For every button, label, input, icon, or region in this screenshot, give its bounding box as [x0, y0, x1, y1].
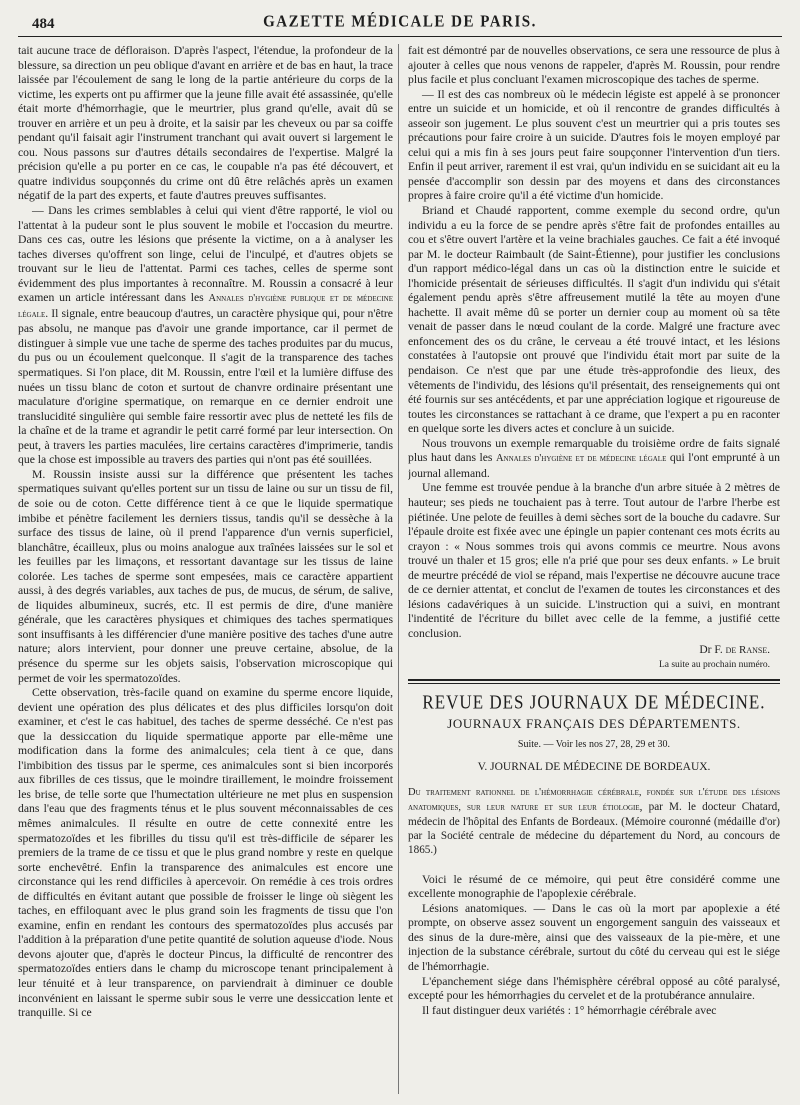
paragraph: M. Roussin insiste aussi sur la différence que présentent les taches spermatiques suivant qu'elles portent sur un tissu de laine ou sur un tissu de fil, de soie ou de coton. Cette différence tient à ce que le liquide spermatique imbibe et pénètre facilement les derniers tissus, tandis qu'il se dessèche à la surface des tissus de laine, où il prend l'apparence d'un vernis superficiel, blanchâtre, écailleux, plus ou moins analogue aux traînées laissées sur le sol et les feuilles par les limaçons, et ressortant davantage sur les tissus de laine colorée. Les taches de sperme sont empesées, mais ce caractère appartient aussi, à des degrés variables, aux taches de pus, de mucus, de sérum, de salive, de liquides albumineux, sucrés, etc. Il est permis de dire, d'une manière générale, que les caractères physiques et chimiques des taches spermatiques sont insuffisants à les différencier d'une manière positive des taches d'une autre nature; alors intervient, pour donner une preuve certaine, absolue, de la présence du sperme sur les objets saisis, l'observation microscopique qui permet de voir les spermatozoïdes.	[18, 467, 393, 685]
article-title-smallcaps: Du traitement rationnel de l'hémorrhagie cérébrale, fondée sur l'étude des lésions anatomiques, sur leur nature et sur leur étiologie	[408, 786, 780, 813]
paragraph: Lésions anatomiques. — Dans le cas où la mort par apoplexie a été prompte, on observe assez souvent un engorgement sanguin des vaisseaux et des sinus de la dure-mère, ainsi que des vaisseaux de la pie-mère, et une injection de la substance cérébrale, surtout du côté du cerveau qui est le siége de l'hémorrhagie.	[408, 901, 780, 973]
section-separator	[408, 679, 780, 684]
page-header	[18, 14, 782, 37]
paragraph: L'épanchement siége dans l'hémisphère cérébral opposé au côté paralysé, excepté pour les hémorrhagies du cervelet et de la protubérance annulaire.	[408, 974, 780, 1003]
left-column	[18, 44, 393, 1094]
right-column	[408, 44, 780, 1094]
paragraph-text: qui l'ont emprunté à un journal allemand.	[408, 451, 780, 480]
article-title-rest: , par M. le docteur Chatard, médecin de l'hôpital des Enfants de Bordeaux. (Mémoire couronné (médaille d'or) par la Société centrale de médecine du département du Nord, au concours de 1865.)	[408, 800, 780, 856]
page-number: 484	[32, 16, 55, 32]
continued-note: La suite au prochain numéro.	[658, 659, 770, 670]
journal-section-heading: V. JOURNAL DE MÉDECINE DE BORDEAUX.	[477, 761, 711, 774]
paragraph: Une femme est trouvée pendue à la branche d'un arbre située à 2 mètres de hauteur; ses pieds ne touchaient pas à terre. Tout autour de l'arbre l'herbe est piétinée. Une pelote de feuilles à demi sèches sort de la bouche du cadavre. Sur l'épaule droite est fixée avec une épingle un papier contenant ces mots écrits au crayon : « Nous sommes trois qui avons commis ce meurtre. Nous avons trouvé un thaler et 15 gros; elle n'a prié que pour ses deux enfants. » Le bruit de meurtre précédé de viol se répand, mais l'expertise ne découvre aucune trace de ce dernier attentat, et conclut de l'examen de toutes les circonstances et des lésions cadavériques à un suicide. L'instruction qui a suivi, en montrant l'indentité de l'écriture du billet avec celle de la femme, a justifié cette conclusion.	[408, 481, 780, 640]
paragraph: tait aucune trace de défloraison. D'après l'aspect, l'étendue, la profondeur de la blessure, sa direction un peu oblique d'avant en arrière et de bas en haut, la trace laissée par l'écoulement de sang le long de la partie antérieure du corps de la victime, les experts ont pu affirmer que la jeune fille avait été assassinée, qu'elle était morte d'hémorrhagie, que le meurtrier, plus grand qu'elle, avait dû se trouver en arrière et un peu à droite, et la saisir par les cheveux ou par sa coiffe pendant qu'il faisait agir l'instrument tranchant qui avait ouvert si largement le cou. Nous passons sur d'autres détails secondaires de l'expertise. Malgré la précision qu'elle a pu porter en ce cas, le coupable n'a pas été découvert, et quatre individus soupçonnés du crime ont dû être relâchés après un examen négatif de la part des experts, et faute d'autres preuves suffisantes.	[18, 44, 393, 203]
paragraph-text: — Dans les crimes semblables à celui qui vient d'être rapporté, le viol ou l'attentat à la pudeur sont le plus souvent le mobile et l'occasion du meurtre. Dans ces cas, outre les lésions que présente la victime, on a à analyser les taches diverses qu'offrent son linge, celui de l'inculpé, et d'autres objets se trouvant sur le lieu de l'attentat. Parmi ces taches, celles de sperme sont évidemment des plus importantes à reconnaître. M. Roussin a consacré à leur examen un article intéressant dans les	[18, 204, 393, 305]
column-divider	[398, 44, 399, 1094]
paragraph: — Il est des cas nombreux où le médecin légiste est appelé à se prononcer entre un suicide et un homicide, et où il rencontre de grandes difficultés à asseoir son jugement. Le plus souvent c'est un meurtrier qui a pris toutes ses précautions pour faire croire à un suicide. D'autres fois le moyen employé par celui qui a mis fin à ses jours peut faire soupçonner l'intervention d'un tiers. Enfin il peut arriver, rarement il est vrai, qu'un individu en se suicidant ait eu la pensée d'accomplir son dessin par des moyens et dans des circonstances propres à faire croire qu'il a été victime d'un homicide.	[408, 87, 780, 203]
paragraph-text: Nous trouvons un exemple remarquable du troisième ordre de faits signalé plus haut dans les	[408, 436, 780, 465]
paragraph: Cette observation, très-facile quand on examine du sperme encore liquide, devient une opération des plus délicates et des plus difficiles lorsqu'on doit examiner, et c'est le cas habituel, des taches de sperme desséché. Ce n'est pas que la dessiccation du liquide spermatique apporte par elle-même une modification dans la forme des animalcules; cela tient à ce que, dans l'imbibition des tissus par le sperme, ces animalcules sont si bien incorporés aux fibrilles de ces tissus, que le moindre tiraillement, le moindre froissement les brise, de telle sorte que l'humectation ultérieure ne met plus en suspension dans l'eau que des fragments ténus et le plus souvent méconnaissables de ces mêmes animalcules. Il résulte en outre de cette connexité entre les spermatozoïdes et les fibrilles du tissu qu'il est très-difficile de séparer les premiers de la trame de ce tissu et que le plus grand nombre y reste en quelque sorte enchevêtré. Enfin la transparence des animalcules est encore une circonstance qui les rend difficiles à apercevoir. On remédie à ces trois ordres de difficultés en évitant autant que possible de froisser le linge où siègent les taches, en effiloquant avec le plus grand soin les fragments de tissu que l'on examine, enfin en rendant les contours des spermatozoïdes plus accusés par l'addition à la préparation d'une petite quantité de solution aqueuse d'iode. Nous devons ajouter que, d'après le docteur Pincus, la difficulté de rencontrer des spermatozoïdes entiers dans le champ du microscope tenant principalement à leur ténuité et à leur transparence, on parviendrait à diminuer ce double inconvénient en laissant le sperme subir sous le verre une dessiccation lente et tranquille. Si ce	[18, 686, 393, 1020]
journal-title: GAZETTE MÉDICALE DE PARIS.	[263, 13, 537, 31]
article-title	[408, 785, 780, 857]
author-signature	[408, 643, 780, 658]
signature-prefix: Dr F.	[699, 644, 723, 657]
paragraph: Briand et Chaudé rapportent, comme exemple du second ordre, qu'un individu a eu la force de se pendre après s'être fait de profondes entailles au cou et s'être ouvert l'artère et la veine brachiales gauches. Ce fait a été invoqué par M. le docteur Raimbault (de Saint-Étienne), pour justifier les conclusions d'un rapport médico-légal dans un cas où la distinction entre le suicide et l'homicide présentait de sérieuses difficultés. Il s'agit d'un individu qui s'était également pendu après s'être affreusement mutilé la tête au moyen d'une hachette. Il avait même dû se porter un dernier coup au moment où sa tête venait de passer dans le nœud coulant de la corde. Malgré une fracture avec enfoncement des os du crâne, le cerveau a été trouvé intact, et les lésions constatées à l'autopsie ont prouvé que l'individu était mort par suite de la pendaison. Ce n'est que par une étude très-approfondie des lieux, des vêtements de l'individu, des lésions qu'il présentait, des renseignements qui ont été fournis sur ses antécédents, et par une appréciation logique et rigoureuse de toutes les circonstances se rattachant à ce drame, que l'expert a pu en raconter en quelque sorte les divers actes et conclure à un suicide.	[408, 204, 780, 436]
section-title: REVUE DES JOURNAUX DE MÉDECINE.	[422, 690, 766, 713]
journal-reference: Annales d'hygiène publique et de médecine légale	[18, 293, 393, 320]
paragraph-text: . Il signale, entre beaucoup d'autres, un caractère physique qui, pour n'être pas absolu, ne manque pas d'avoir une grande importance, car il permet de distinguer à simple vue une tache de sperme des taches produites par du mucus, du pus ou un écoulement quelconque. Il s'agit de la transparence des taches spermatiques. Si l'on place, dit M. Roussin, entre l'œil et la lumière diffuse des nuées un tissu blanc de coton et surtout de chanvre ordinaire présentant une maculature d'origine spermatique, on remarque en ce dernier endroit une translucidité singulière qui semble faire ressortir avec plus de netteté les fils de la chaîne et de la trame et agrandir le petit carré formé par leur intersection. On peut, à travers les parties maculées, lire certains caractères d'imprimerie, tandis que la chose est impossible au travers des parties qui n'ont pas été souillées.	[18, 306, 393, 467]
paragraph: Voici le résumé de ce mémoire, qui peut être considéré comme une excellente monographie de l'apoplexie cérébrale.	[408, 872, 780, 901]
journal-reference: Annales d'hygiène et de médecine légale	[495, 453, 667, 465]
paragraph: fait est démontré par de nouvelles observations, ce sera une ressource de plus à ajouter à celles que nous venons de rappeler, d'après M. Roussin, pour rendre plus facile et plus concluant l'examen microscopique des taches de sperme.	[408, 44, 780, 87]
paragraph	[408, 437, 780, 482]
paragraph	[18, 204, 393, 468]
section-subtitle: JOURNAUX FRANÇAIS DES DÉPARTEMENTS.	[447, 716, 741, 732]
suite-note: Suite. — Voir les nos 27, 28, 29 et 30.	[517, 738, 671, 750]
signature-name: de Ranse.	[725, 644, 770, 657]
paragraph: Il faut distinguer deux variétés : 1° hémorrhagie cérébrale avec	[422, 1003, 717, 1017]
